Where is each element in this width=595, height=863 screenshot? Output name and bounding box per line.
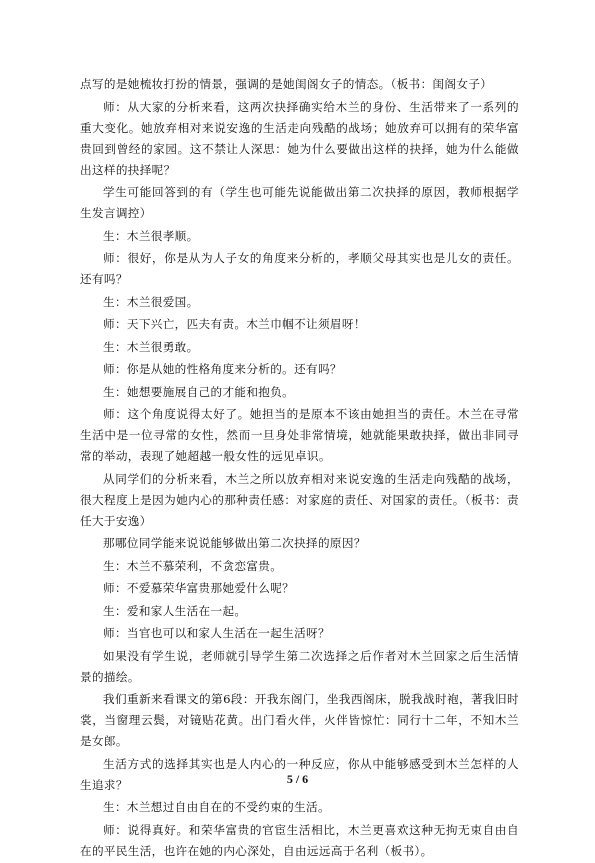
paragraph: 学生可能回答到的有（学生也可能先说能做出第二次抉择的原因，教师根据学生发言调控） [80,185,519,220]
paragraph: 生：爱和家人生活在一起。 [103,603,247,618]
paragraph: 师：很好，你是从为人子女的角度来分析的，孝顺父母其实也是儿女的责任。还有吗？ [80,251,519,286]
paragraph: 生：木兰不慕荣利，不贪恋富贵。 [103,558,283,573]
paragraph: 生：木兰很孝顺。 [103,228,199,243]
paragraph: 点写的是她梳妆打扮的情景，强调的是她闺阁女子的情态。（板书：闺阁女子） [80,77,493,91]
paragraph: 那哪位同学能来说说能够做出第二次抉择的原因？ [103,536,366,550]
paragraph: 师：当官也可以和家人生活在一起生活呀？ [103,626,330,640]
paragraph: 从同学们的分析来看，木兰之所以放弃相对来说安逸的生活走向残酷的战场，很大程度上是因为她内心的那种责任感：对家庭的责任、对国家的责任。（板书：责任大于安逸） [80,471,519,528]
paragraph: 师：从大家的分析来看，这两次抉择确实给木兰的身份、生活带来了一系列的重大变化。她放弃相对来说安逸的生活走向残酷的战场；她放弃可以拥有的荣华富贵回到曾经的家园。这不禁让人深思：她为什么要做出这样的抉择，她为什么能做出这样的抉择呢？ [80,99,519,177]
paragraph: 生：木兰很勇敢。 [103,339,199,354]
paragraph: 我们重新来看课文的第6段：开我东阁门，坐我西阁床，脱我战时袍，著我旧时裳，当窗理云鬓，对镜贴花黄。出门看火伴，火伴皆惊忙：同行十二年，不知木兰是女郎。 [80,692,519,748]
page-number: 5 / 6 [286,772,309,786]
paragraph: 师：你是从她的性格角度来分析的。还有吗？ [103,362,342,376]
paragraph: 生：木兰想过自由自在的不受约束的生活。 [103,800,330,814]
paragraph: 师：不爱慕荣华富贵那她爱什么呢？ [103,581,295,595]
paragraph: 如果没有学生说，老师就引导学生第二次选择之后作者对木兰回家之后生活情景的描绘。 [80,648,519,684]
paragraph: 生活方式的选择其实也是人内心的一种反应，你从中能够感受到木兰怎样的人生追求？ [80,756,519,792]
paragraph: 生：她想要施展自己的才能和抱负。 [103,384,295,399]
body-text [80,74,519,863]
paragraph: 师：说得真好。和荣华富贵的官宦生活相比，木兰更喜欢这种无拘无束自由自在的平民生活，也许在她的内心深处，自由远远高于名利（板书）。 [80,822,519,858]
paragraph: 师：天下兴亡，匹夫有责。木兰巾帼不让须眉呀！ [103,317,366,331]
paragraph: 师：这个角度说得太好了。她担当的是原本不该由她担当的责任。木兰在寻常生活中是一位寻常的女性，然而一旦身处非常情境，她就能果敢抉择，做出非同寻常的举动，表现了她超越一般女性的远见卓识。 [80,407,519,463]
paragraph: 生：木兰很爱国。 [103,294,199,309]
